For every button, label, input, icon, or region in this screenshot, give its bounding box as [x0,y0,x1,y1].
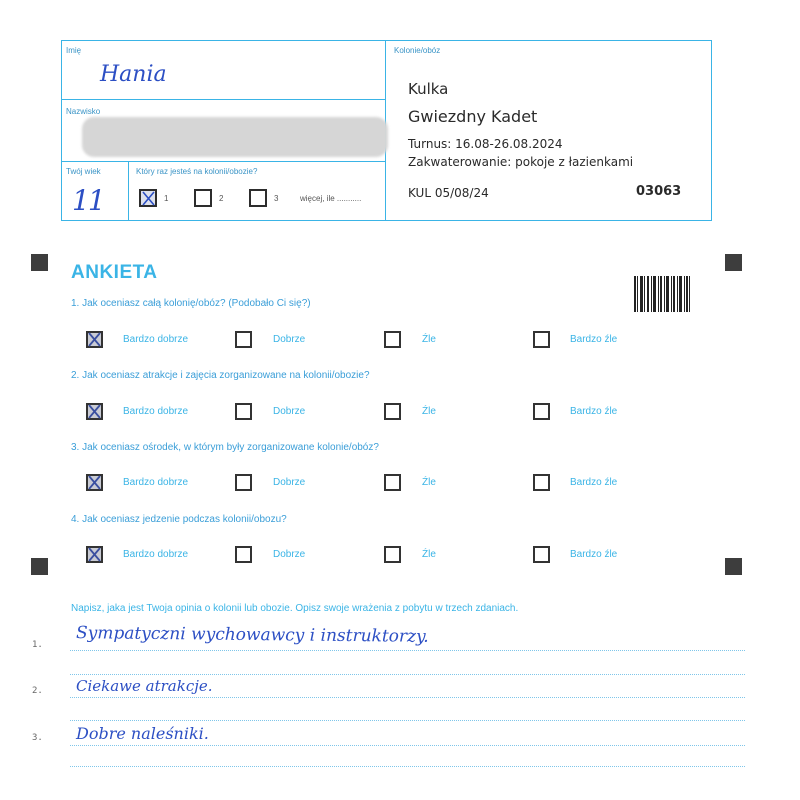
turnus-text: Turnus: 16.08-26.08.2024 [408,137,563,151]
ktory-raz-label: Który raz jesteś na kolonii/obozie? [136,167,258,176]
attempt-label-3: 3 [274,194,279,203]
q2-option-dobrze-checkbox[interactable] [235,403,252,420]
registration-square-icon [725,254,742,271]
question-3-text: 3. Jak oceniasz ośrodek, w którym były zorganizowane kolonie/obóz? [71,442,379,453]
attempt-label-1: 1 [164,194,169,203]
q1-option-bardzo-zle-checkbox[interactable] [533,331,550,348]
q1-option-bardzo-dobrze-checkbox[interactable] [86,331,103,348]
registration-square-icon [31,558,48,575]
attempt-checkbox-3[interactable] [249,189,267,207]
q4-option-dobrze-label: Dobrze [273,549,306,560]
opinion-line-1-text[interactable]: Sympatyczni wychowawcy i instruktorzy. [75,623,429,647]
opinion-line-1-dots-a [70,650,745,651]
x-mark-icon [86,331,103,348]
q3-option-bardzo-zle-label: Bardzo źle [570,477,618,488]
header-divider-2 [61,161,385,162]
q3-option-bardzo-dobrze-checkbox[interactable] [86,474,103,491]
q2-option-zle-label: Źle [422,406,436,417]
nazwisko-label: Nazwisko [66,107,101,116]
q3-option-bardzo-dobrze-label: Bardzo dobrze [123,477,189,488]
q1-option-bardzo-zle-label: Bardzo źle [570,334,618,345]
x-mark-icon [86,403,103,420]
x-mark-icon [139,189,157,207]
barcode-icon [634,276,690,312]
wiek-label: Twój wiek [66,167,101,176]
opinion-line-3-dots-a [70,745,745,746]
q1-option-zle-label: Źle [422,334,436,345]
opinion-line-1-number: 1. [32,640,43,650]
registration-square-icon [31,254,48,271]
q4-option-bardzo-dobrze-checkbox[interactable] [86,546,103,563]
form-number: 03063 [636,184,682,199]
q4-option-bardzo-dobrze-label: Bardzo dobrze [123,549,189,560]
opinion-line-2-text[interactable]: Ciekawe atrakcje. [76,677,213,695]
question-4-text: 4. Jak oceniasz jedzenie podczas kolonii/obozu? [71,514,287,525]
q1-option-dobrze-label: Dobrze [273,334,306,345]
attempt-label-more: więcej, ile ........... [300,194,362,203]
camp-code: KUL 05/08/24 [408,186,489,200]
q3-option-zle-checkbox[interactable] [384,474,401,491]
header-divider-1 [61,99,385,100]
q3-option-dobrze-label: Dobrze [273,477,306,488]
attempt-label-2: 2 [219,194,224,203]
attempt-checkbox-1[interactable] [139,189,157,207]
nazwisko-redacted [82,117,388,157]
q4-option-bardzo-zle-checkbox[interactable] [533,546,550,563]
header-divider-age [128,161,129,221]
q4-option-zle-checkbox[interactable] [384,546,401,563]
opinion-line-2-dots-a [70,697,745,698]
survey-title: ANKIETA [71,262,158,283]
q2-option-bardzo-zle-checkbox[interactable] [533,403,550,420]
opinion-line-2-number: 2. [32,686,43,696]
q2-option-dobrze-label: Dobrze [273,406,306,417]
opinion-line-3-number: 3. [32,733,43,743]
zakwaterowanie-text: Zakwaterowanie: pokoje z łazienkami [408,155,634,169]
question-1-text: 1. Jak oceniasz całą kolonię/obóz? (Podobało Ci się?) [71,298,311,309]
opinion-line-3-text[interactable]: Dobre naleśniki. [76,724,209,743]
opinion-line-3-dots-b [70,766,745,767]
q2-option-bardzo-dobrze-checkbox[interactable] [86,403,103,420]
q1-option-dobrze-checkbox[interactable] [235,331,252,348]
program-name: Gwiezdny Kadet [408,107,538,126]
kolonie-label: Kolonie/obóz [394,46,441,55]
q2-option-zle-checkbox[interactable] [384,403,401,420]
q3-option-bardzo-zle-checkbox[interactable] [533,474,550,491]
opinion-line-2-dots-b [70,720,745,721]
q3-option-zle-label: Źle [422,477,436,488]
q3-option-dobrze-checkbox[interactable] [235,474,252,491]
x-mark-icon [86,546,103,563]
q1-option-zle-checkbox[interactable] [384,331,401,348]
q1-option-bardzo-dobrze-label: Bardzo dobrze [123,334,189,345]
wiek-value[interactable]: 11 [72,184,104,217]
opinion-line-1-dots-b [70,674,745,675]
q2-option-bardzo-dobrze-label: Bardzo dobrze [123,406,189,417]
q4-option-zle-label: Źle [422,549,436,560]
opinion-prompt: Napisz, jaka jest Twoja opinia o kolonii lub obozie. Opisz swoje wrażenia z pobytu w trzech zdaniach. [71,603,519,614]
attempt-checkbox-2[interactable] [194,189,212,207]
camp-name: Kulka [408,80,449,98]
registration-square-icon [725,558,742,575]
question-2-text: 2. Jak oceniasz atrakcje i zajęcia zorganizowane na kolonii/obozie? [71,370,370,381]
q4-option-bardzo-zle-label: Bardzo źle [570,549,618,560]
imie-value[interactable]: Hania [100,62,167,87]
q4-option-dobrze-checkbox[interactable] [235,546,252,563]
q2-option-bardzo-zle-label: Bardzo źle [570,406,618,417]
x-mark-icon [86,474,103,491]
imie-label: Imię [66,46,82,55]
